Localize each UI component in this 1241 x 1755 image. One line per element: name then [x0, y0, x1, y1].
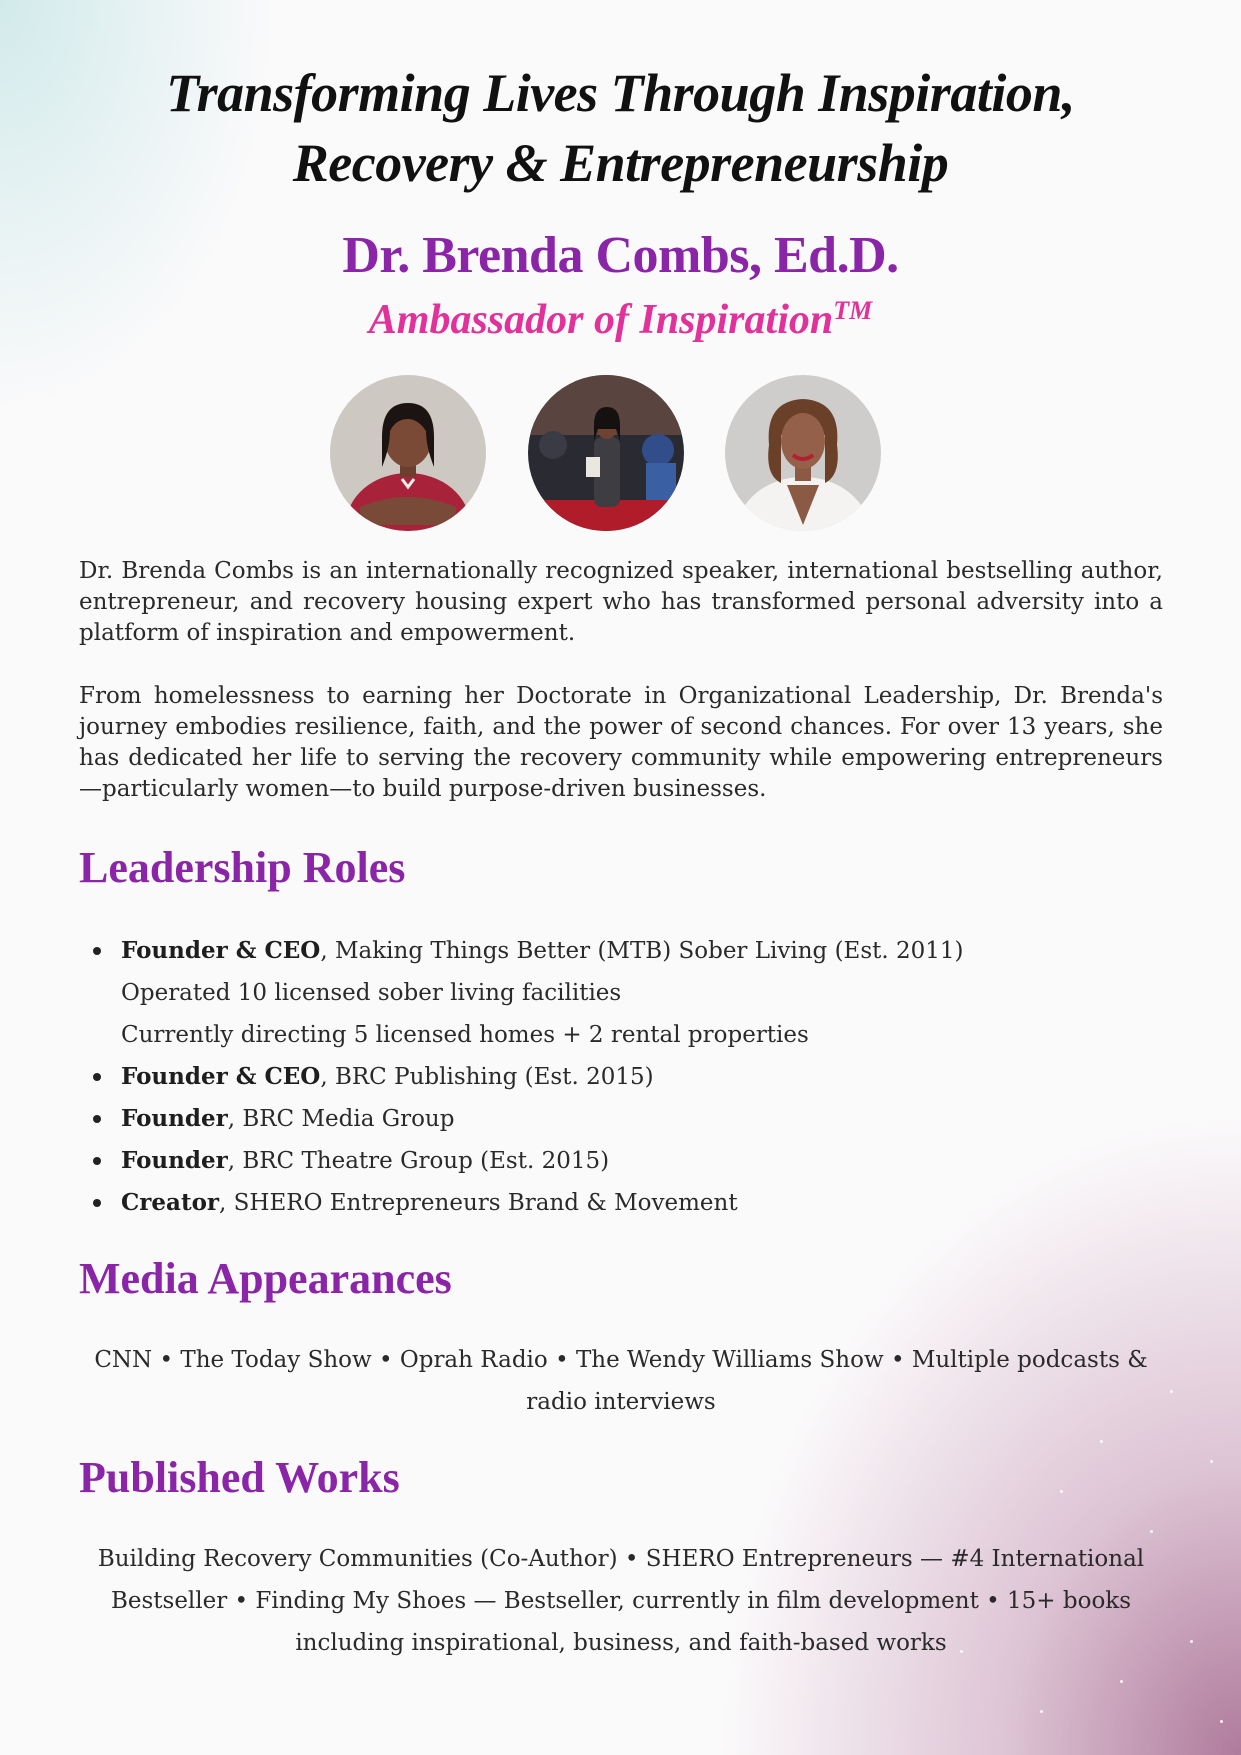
speaker-name: Dr. Brenda Combs, Ed.D. — [342, 227, 899, 284]
list-item — [79, 1056, 1163, 1098]
section-title-works: Published Works — [79, 1453, 400, 1502]
media-appearances-text: CNN • The Today Show • Oprah Radio • The Wendy Williams Show • Multiple podcasts & radio interviews — [94, 1347, 1148, 1415]
tagline-text: Ambassador of Inspiration — [368, 297, 834, 343]
list-item — [79, 1140, 1163, 1182]
photo-portrait-white-blazer — [725, 375, 881, 531]
role-detail: , BRC Theatre Group (Est. 2015) — [227, 1148, 610, 1174]
role-detail: , SHERO Entrepreneurs Brand & Movement — [219, 1190, 738, 1216]
role-title: Founder — [121, 1105, 228, 1132]
bio-paragraph-1: Dr. Brenda Combs is an internationally recognized speaker, international bestselling author, entrepreneur, and recovery housing expert who has transformed personal adversity into a platform of inspiration and empowerment. — [79, 558, 1163, 646]
photo-portrait-red-dress — [330, 375, 486, 531]
section-title-leadership: Leadership Roles — [79, 843, 406, 892]
list-item-detail — [79, 972, 1163, 1014]
list-item — [79, 1182, 1163, 1224]
role-title: Founder — [121, 1147, 228, 1174]
role-title: Founder & CEO — [121, 937, 321, 964]
trademark-mark: TM — [833, 296, 873, 325]
role-subdetail: Operated 10 licensed sober living facilities — [121, 980, 622, 1006]
bio-paragraph-2: From homelessness to earning her Doctorate in Organizational Leadership, Dr. Brenda's journey embodies resilience, faith, and the power of second chances. For over 13 years, she has dedicated her life to serving the recovery community while empowering entrepreneurs—particularly women—to build purpose-driven businesses. — [79, 683, 1163, 802]
role-detail: , Making Things Better (MTB) Sober Living (Est. 2011) — [320, 938, 964, 964]
role-subdetail: Currently directing 5 licensed homes + 2 rental properties — [121, 1022, 809, 1048]
section-title-media: Media Appearances — [79, 1254, 452, 1303]
list-item — [79, 1098, 1163, 1140]
role-detail: , BRC Publishing (Est. 2015) — [320, 1064, 654, 1090]
list-item — [79, 930, 1163, 972]
page-headline: Transforming Lives Through Inspiration, Recovery & Entrepreneurship — [166, 63, 1075, 193]
speaker-tagline — [0, 296, 1241, 344]
role-title: Creator — [121, 1189, 220, 1216]
role-detail: , BRC Media Group — [227, 1106, 455, 1132]
published-works-text: Building Recovery Communities (Co-Author) • SHERO Entrepreneurs — #4 International Bestseller • Finding My Shoes — Bestseller, currently in film development • 15+ books including inspirational, business, and faith-based works — [97, 1546, 1145, 1656]
leadership-list — [79, 930, 1163, 1224]
photo-row — [0, 375, 1241, 531]
list-item-detail — [79, 1014, 1163, 1056]
photo-red-carpet-with-book — [528, 375, 684, 531]
role-title: Founder & CEO — [121, 1063, 321, 1090]
